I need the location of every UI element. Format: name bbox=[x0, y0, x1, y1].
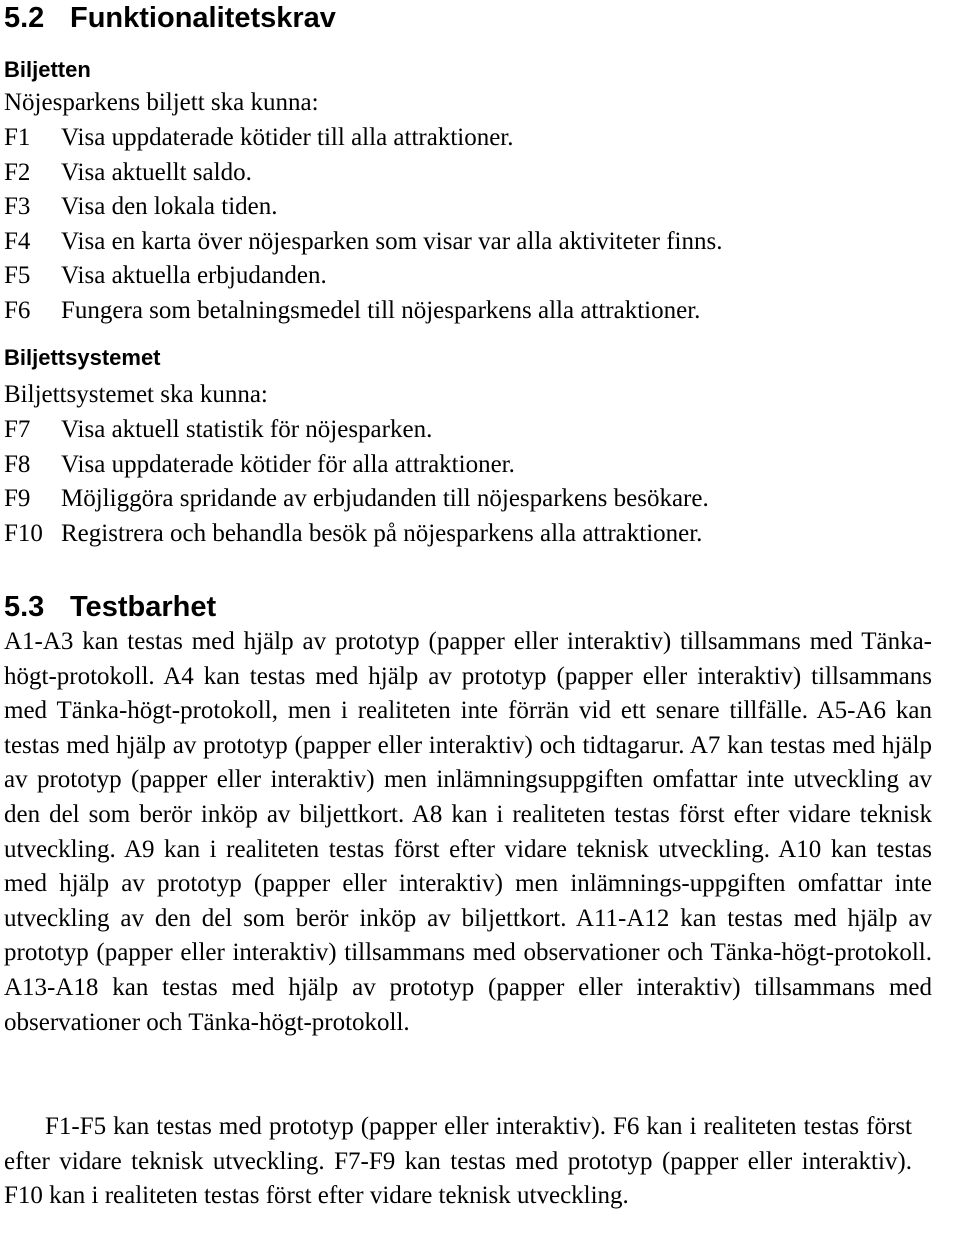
requirement-item bbox=[4, 259, 722, 294]
requirement-code: F6 bbox=[4, 296, 31, 324]
requirement-text: Registrera och behandla besök på nöjesparkens alla attraktioner. bbox=[61, 519, 703, 547]
section-heading-5-3 bbox=[4, 590, 216, 624]
requirement-item bbox=[4, 294, 722, 329]
biljetten-requirement-list bbox=[4, 121, 722, 329]
section-number: 5.2 bbox=[4, 2, 45, 34]
testbarhet-paragraph-2: F1-F5 kan testas med prototyp (papper eller interaktiv). F6 kan i realiteten testas först efter vidare teknisk utveckling. F7-F9 kan testas med prototyp (papper eller interaktiv). F10 kan i realiteten testas först efter vidare teknisk utveckling. bbox=[4, 1113, 912, 1210]
requirement-text: Visa aktuellt saldo. bbox=[61, 158, 252, 186]
requirement-code: F7 bbox=[4, 416, 31, 443]
biljetten-intro: Nöjesparkens biljett ska kunna: bbox=[4, 89, 319, 116]
requirement-code: F3 bbox=[4, 193, 31, 221]
section-title: Funktionalitetskrav bbox=[70, 2, 336, 34]
requirement-text: Visa uppdaterade kötider för alla attraktioner. bbox=[61, 450, 515, 478]
requirement-text: Visa en karta över nöjesparken som visar var alla aktiviteter finns. bbox=[61, 227, 723, 255]
subheading-biljettsystemet: Biljettsystemet bbox=[4, 345, 161, 370]
requirement-text: Visa aktuell statistik för nöjesparken. bbox=[61, 416, 433, 443]
requirement-code: F1 bbox=[4, 124, 31, 151]
requirement-code: F9 bbox=[4, 485, 31, 513]
testbarhet-paragraph-1: A1-A3 kan testas med hjälp av prototyp (papper eller interaktiv) tillsammans med Tänka-högt-protokoll. A4 kan testas med hjälp av prototyp (papper eller interaktiv) tillsammans med Tänka-högt-protokoll, men i realiteten inte förrän vid ett senare tillfälle. A5-A6 kan testas med hjälp av prototyp (papper eller interaktiv) och tidtagarur. A7 kan testas med hjälp av prototyp (papper eller interaktiv) men inlämningsuppgiften omfattar inte utveckling av den del som berör inköp av biljettkort. A8 kan i realiteten testas först efter vidare teknisk utveckling. A9 kan i realiteten testas först efter vidare teknisk utveckling. A10 kan testas med hjälp av prototyp (papper eller interaktiv) men inlämnings-uppgiften omfattar inte utveckling av den del som berör inköp av biljettkort. A11-A12 kan testas med hjälp av prototyp (papper eller interaktiv) tillsammans med observationer och Tänka-högt-protokoll. A13-A18 kan testas med hjälp av prototyp (papper eller interaktiv) tillsammans med observationer och Tänka-högt-protokoll. bbox=[4, 628, 932, 1036]
requirement-text: Möjliggöra spridande av erbjudanden till nöjesparkens besökare. bbox=[61, 485, 709, 513]
requirement-item bbox=[4, 225, 722, 260]
requirement-code: F8 bbox=[4, 450, 31, 478]
requirement-item bbox=[4, 156, 722, 191]
biljettsystemet-requirement-list bbox=[4, 413, 709, 551]
requirement-item bbox=[4, 190, 722, 225]
requirement-item bbox=[4, 482, 709, 517]
requirement-code: F10 bbox=[4, 519, 43, 547]
requirement-text: Fungera som betalningsmedel till nöjesparkens alla attraktioner. bbox=[61, 296, 701, 324]
subheading-biljetten: Biljetten bbox=[4, 57, 91, 82]
requirement-item bbox=[4, 517, 709, 552]
requirement-text: Visa aktuella erbjudanden. bbox=[61, 262, 327, 290]
biljettsystemet-intro: Biljettsystemet ska kunna: bbox=[4, 381, 268, 408]
requirement-item bbox=[4, 448, 709, 483]
requirement-item bbox=[4, 121, 722, 156]
section-heading-5-2 bbox=[4, 1, 336, 35]
section-number: 5.3 bbox=[4, 591, 45, 623]
requirement-code: F5 bbox=[4, 262, 31, 290]
section-title: Testbarhet bbox=[70, 591, 217, 623]
requirement-text: Visa den lokala tiden. bbox=[61, 193, 278, 221]
requirement-code: F4 bbox=[4, 227, 31, 255]
requirement-item bbox=[4, 413, 709, 448]
requirement-code: F2 bbox=[4, 158, 31, 186]
requirement-text: Visa uppdaterade kötider till alla attraktioner. bbox=[61, 124, 514, 151]
